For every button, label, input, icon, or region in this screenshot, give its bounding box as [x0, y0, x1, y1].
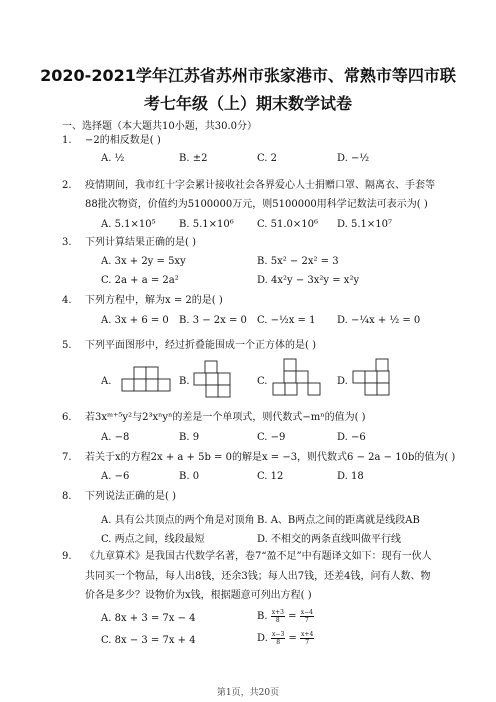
- equals-sign: =: [288, 611, 297, 622]
- q6-option-a: A. −8: [101, 432, 130, 443]
- q9-option-b: [257, 609, 314, 624]
- q9-option-d-label: D.: [257, 633, 268, 644]
- q6-stem: 若3xᵐ⁺⁵y²与2³xⁿyⁿ的差是一个单项式，则代数式−mⁿ的值为( ): [85, 412, 366, 423]
- q9-stem-line2: 共同买一个物品，每人出8钱，还余3钱；每人出7钱，还差4钱，问有人数、物: [85, 571, 431, 582]
- q6-option-d: D. −6: [337, 432, 366, 443]
- equals-sign: =: [288, 633, 297, 644]
- q9-option-d: [257, 631, 314, 646]
- q9-option-b-label: B.: [257, 611, 268, 622]
- q1-number: 1.: [62, 135, 72, 146]
- q2-option-c: C. 51.0×10⁶: [257, 219, 319, 230]
- q2-option-d: D. 5.1×10⁷: [337, 219, 393, 230]
- q3-option-a: A. 3x + 2y = 5xy: [101, 256, 186, 267]
- q9-number: 9.: [62, 551, 72, 562]
- q7-option-d: D. 18: [337, 471, 364, 482]
- q5-net-a-figure: [116, 366, 176, 392]
- q3-stem: 下列计算结果正确的是( ): [85, 237, 196, 248]
- q8-number: 8.: [62, 491, 72, 502]
- fraction-denominator: 7: [305, 639, 310, 646]
- q5-net-c-figure: [272, 358, 322, 398]
- q5-option-b: B.: [179, 376, 190, 387]
- q2-stem-line2: 88批次物资，价值约为5100000万元，则5100000用科学记数法可表示为( ): [85, 199, 428, 210]
- q9-option-d-right-fraction: [300, 631, 314, 646]
- q8-option-c: C. 两点之间，线段最短: [101, 534, 205, 545]
- q8-stem: 下列说法正确的是( ): [85, 491, 176, 502]
- q7-number: 7.: [62, 452, 72, 463]
- q3-number: 3.: [62, 237, 72, 248]
- q9-option-c: C. 8x − 3 = 7x + 4: [101, 635, 196, 646]
- fraction-numerator: x+4: [301, 631, 314, 638]
- q5-option-a: A.: [101, 376, 112, 387]
- q9-option-a: A. 8x + 3 = 7x − 4: [101, 613, 196, 624]
- q4-stem: 下列方程中，解为x = 2的是( ): [85, 295, 223, 306]
- page-footer: 第1页，共20页: [216, 688, 280, 698]
- exam-title-line2: 考七年级（上）期末数学试卷: [143, 94, 352, 113]
- q2-number: 2.: [62, 180, 72, 191]
- q2-stem-line1: 疫情期间，我市红十字会累计接收社会各界爱心人士捐赠口罩、隔离衣、手套等: [85, 180, 435, 191]
- q3-option-b: B. 5x² − 2x² = 3: [257, 256, 339, 267]
- q3-option-d: D. 4x²y − 3x²y = x²y: [257, 275, 360, 286]
- q5-net-d-figure: [352, 358, 402, 398]
- q6-option-c: C. −9: [257, 432, 286, 443]
- q4-option-d: D. −¼x + ½ = 0: [337, 315, 421, 326]
- q4-option-b: B. 3 − 2x = 0: [179, 315, 247, 326]
- fraction-denominator: 8: [275, 617, 280, 624]
- q7-stem: 若关于x的方程2x + a + 5b = 0的解是x = −3，则代数式6 − 2a − 10b的值为( ): [85, 452, 456, 463]
- fraction-numerator: x−3: [272, 631, 285, 638]
- q9-option-d-left-fraction: [271, 631, 285, 646]
- q8-option-d: D. 不相交的两条直线叫做平行线: [257, 534, 402, 545]
- q5-option-c: C.: [257, 376, 268, 387]
- q5-stem: 下列平面图形中，经过折叠能围成一个正方体的是( ): [85, 340, 316, 351]
- exam-title-line1: 2020-2021学年江苏省苏州市张家港市、常熟市等四市联: [40, 66, 456, 85]
- q7-option-b: B. 0: [179, 471, 200, 482]
- q5-number: 5.: [62, 340, 72, 351]
- section-heading: 一、选择题（本大题共10小题，共30.0分）: [62, 121, 257, 132]
- q3-option-c: C. 2a + a = 2a²: [101, 275, 179, 286]
- q4-option-a: A. 3x + 6 = 0: [101, 315, 169, 326]
- q8-option-b: B. A、B两点之间的距离就是线段AB: [257, 515, 420, 526]
- fraction-numerator: x−4: [300, 609, 313, 616]
- q7-option-a: A. −6: [101, 471, 130, 482]
- q9-option-b-right-fraction: [300, 609, 314, 624]
- q4-number: 4.: [62, 295, 72, 306]
- fraction-denominator: 7: [304, 617, 309, 624]
- q1-option-b: B. ±2: [179, 153, 208, 164]
- q9-option-b-left-fraction: [271, 609, 285, 624]
- q2-option-b: B. 5.1×10⁶: [179, 219, 234, 230]
- q6-number: 6.: [62, 412, 72, 423]
- q9-stem-line1: 《九章算术》是我国古代数学名著，卷7“盈不足”中有题译文如下：现有一伙人: [85, 551, 432, 562]
- q4-option-c: C. −½x = 1: [257, 315, 316, 326]
- q9-stem-line3: 价各是多少？设物价为x钱，根据题意可列出方程( ): [85, 590, 312, 601]
- fraction-denominator: 8: [276, 639, 281, 646]
- q7-option-c: C. 12: [257, 471, 284, 482]
- q1-stem: −2的相反数是( ): [85, 135, 161, 146]
- q1-option-a: A. ½: [101, 153, 125, 164]
- q1-option-c: C. 2: [257, 153, 278, 164]
- fraction-numerator: x+3: [271, 609, 284, 616]
- q2-option-a: A. 5.1×10⁵: [101, 219, 156, 230]
- q6-option-b: B. 9: [179, 432, 200, 443]
- q5-net-b-figure: [193, 360, 243, 398]
- q5-option-d: D.: [337, 376, 348, 387]
- q1-option-d: D. −½: [337, 153, 370, 164]
- q8-option-a: A. 具有公共顶点的两个角是对顶角: [101, 515, 255, 526]
